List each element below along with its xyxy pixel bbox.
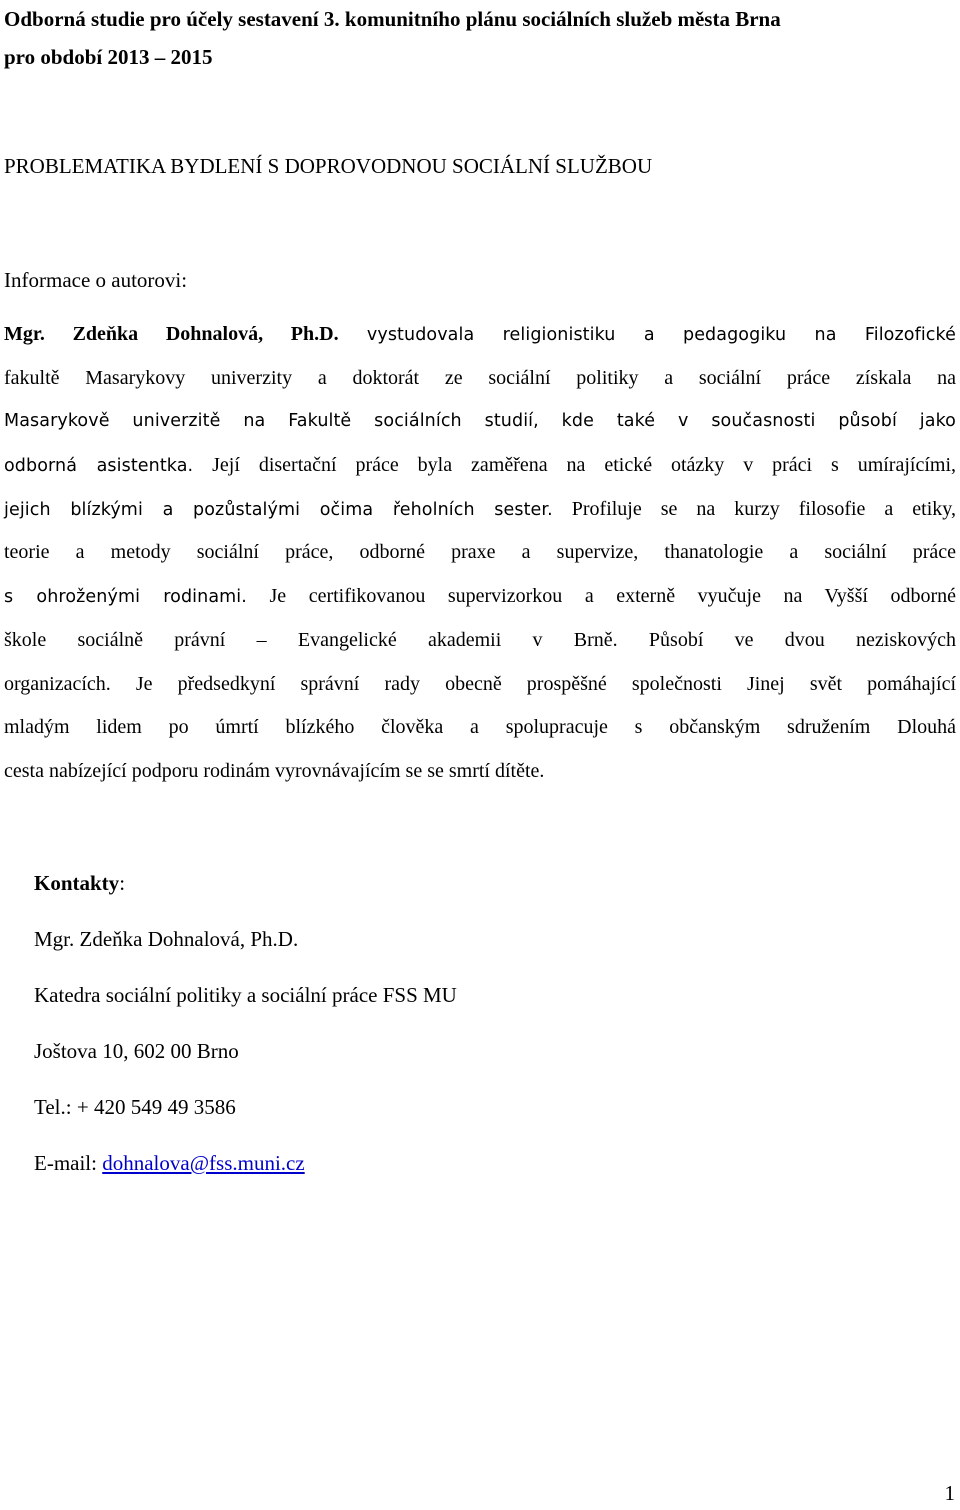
bio-line: teorie a metody sociální práce, odborné praxe a supervize, thanatologie a sociální práce	[4, 541, 956, 564]
bio-text: jejich blízkými a pozůstalými očima řeholních sester.	[4, 499, 553, 520]
bio-line	[4, 444, 956, 488]
bio-line: Masarykově univerzitě na Fakultě sociálních studií, kde také v současnosti působí jako	[4, 411, 956, 432]
bio-text: Její disertační práce byla zaměřena na etické otázky v práci s umírajícími,	[193, 454, 957, 477]
bio-text: s ohroženými rodinami.	[4, 587, 247, 608]
bio-line: cesta nabízející podporu rodinám vyrovnávajícím se se smrtí dítěte.	[4, 759, 545, 782]
bio-line: mladým lidem po úmrtí blízkého člověka a spolupracuje s občanským sdružením Dlouhá	[4, 716, 956, 739]
bio-text: Profiluje se na kurzy filosofie a etiky,	[552, 497, 956, 520]
contact-name: Mgr. Zdeňka Dohnalová, Ph.D.	[34, 927, 299, 951]
author-bio	[4, 313, 956, 794]
contacts-heading-label: Kontakty	[34, 871, 120, 895]
bio-line: škole sociálně právní – Evangelické akademii v Brně. Působí ve dvou neziskových	[4, 628, 956, 651]
bio-text: Je certifikovanou supervizorkou a externě vyučuje na Vyšší odborné	[246, 585, 956, 608]
title-line-2: pro období 2013 – 2015	[4, 45, 213, 69]
bio-text: vystudovala religionistiku a pedagogiku na Filozofické	[338, 325, 956, 345]
section-heading: PROBLEMATIKA BYDLENÍ S DOPROVODNOU SOCIÁLNÍ SLUŽBOU	[4, 154, 653, 178]
contact-email-label: E-mail:	[34, 1151, 103, 1175]
title-line-1: Odborná studie pro účely sestavení 3. komunitního plánu sociálních služeb města Brna	[4, 7, 781, 31]
bio-line	[4, 488, 956, 532]
contact-email-row	[34, 1144, 305, 1182]
contact-phone: Tel.: + 420 549 49 3586	[34, 1095, 236, 1119]
bio-line: fakultě Masarykovy univerzity a doktorát ze sociální politiky a sociální práce získala na	[4, 366, 956, 389]
email-link[interactable]: dohnalova@fss.muni.cz	[102, 1151, 305, 1175]
bio-line	[4, 313, 956, 357]
bio-line	[4, 575, 956, 619]
bio-text: odborná asistentka.	[4, 456, 194, 477]
bio-line: organizacích. Je předsedkyní správní rady obecně prospěšné společnosti Jinej svět pomáhající	[4, 672, 956, 695]
contacts-heading	[34, 864, 125, 902]
author-info-heading: Informace o autorovi:	[4, 268, 188, 292]
page-number: 1	[944, 1481, 955, 1505]
contact-address: Joštova 10, 602 00 Brno	[34, 1039, 239, 1063]
contacts-heading-colon: :	[119, 871, 126, 895]
bio-author-name: Mgr. Zdeňka Dohnalová, Ph.D.	[4, 323, 339, 345]
page-title	[4, 0, 781, 76]
contact-department: Katedra sociální politiky a sociální práce FSS MU	[34, 983, 457, 1007]
